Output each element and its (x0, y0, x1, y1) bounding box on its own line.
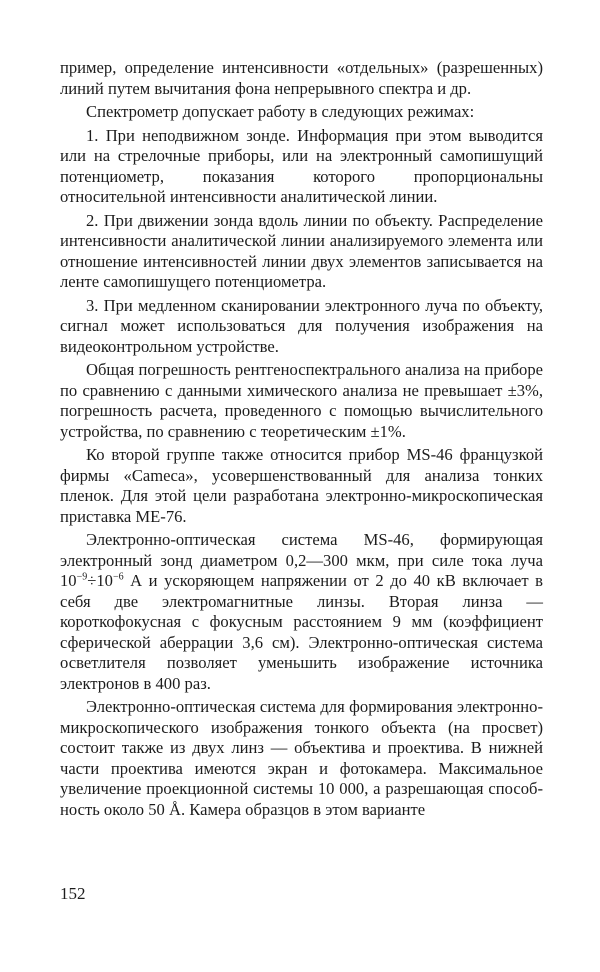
paragraph-2: Спектрометр допускает работу в следующих режимах: (86, 102, 475, 121)
paragraph-5: 3. При медленном сканировании электронного луча по объекту, сигнал может использоваться для получения изображения на видеоконтрольном устройстве. (60, 295, 543, 356)
body-text (60, 58, 543, 820)
paragraph-1: пример, определение интенсивности «отдельных» (разрешенных) линий путем вычитания фона непрерывного спектра и др. (60, 58, 543, 98)
paragraph-9: Электронно-оптическая система для формирования электронно-микроскопического изображения тонкого объекта (на просвет) состоит также из двух линз — объектива и проектива. В нижней части проектива имеются экран и фотокамера. Максимальное увеличение проекционной системы 10 000, а разрешающая способность около 50 Å. Камера образцов в этом варианте (60, 697, 543, 819)
paragraph-4: 2. При движении зонда вдоль линии по объекту. Распределение интенсивности аналитической линии анализируемого элемента или отношение интенсивностей линии двух элементов записывается на ленте самопишущего потенциометра. (60, 210, 543, 291)
paragraph-8-before: Электронно-оптическая система MS-46, формирующая электронный зонд диаметром 0,2—300 мкм, при силе тока луча 10 (60, 530, 543, 590)
paragraph-3: 1. При неподвижном зонде. Информация при этом выводится или на стрелочные приборы, или на электронный самопишущий потенциометр, показания которого пропорциональны относительной интенсивности аналитической линии. (60, 125, 543, 206)
paragraph-8 (60, 530, 543, 694)
exponent-1: −9 (76, 571, 88, 583)
exponent-2: −6 (112, 571, 124, 583)
paragraph-7: Ко второй группе также относится прибор MS-46 французкой фирмы «Cameca», усовершенствованный для анализа тонких пленок. Для этой цели разработана электронно-микроскопическая приставка ME-76. (60, 445, 543, 526)
paragraph-8-mid: ÷10 (87, 571, 113, 590)
paragraph-8-after: А и ускоряющем напряжении от 2 до 40 кВ включает в себя две электромагнитные линзы. Вторая линза — короткофокусная с фокусным расстоянием 9 мм (коэффициент сферической аберрации 3,6 см). Электронно-оптическая система осветлителя позволяет уменьшить изображение источника электронов в 400 раз. (60, 571, 543, 693)
paragraph-6: Общая погрешность рентгеноспектрального анализа на приборе по сравнению с данными химического анализа не превышает ±3%, погрешность расчета, проведенного с помощью вычислительного устройства, по сравнению с теоретическим ±1%. (60, 360, 543, 441)
page-number: 152 (60, 884, 86, 903)
